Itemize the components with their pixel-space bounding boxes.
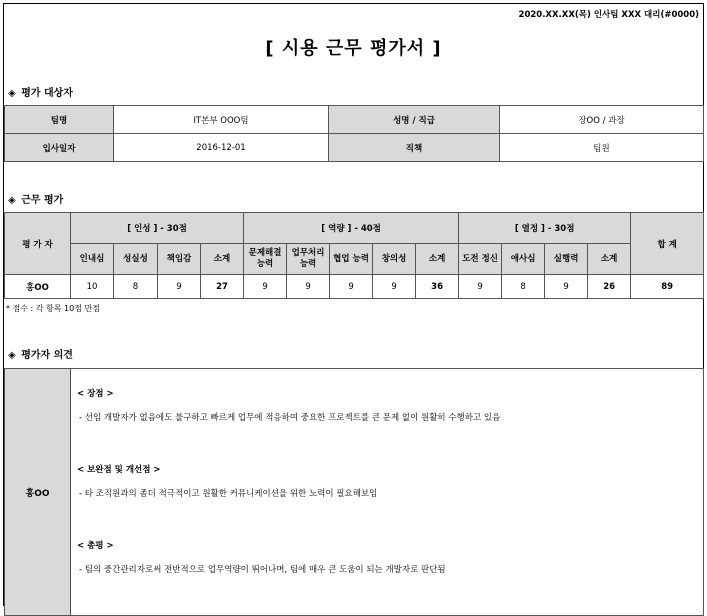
evaluation-score-table (4, 212, 704, 299)
table-row (5, 369, 704, 616)
evaluator-header: 평 가 자 (5, 213, 71, 275)
item-header: 협업 능력 (330, 244, 373, 275)
subtotal-cell: 26 (588, 275, 631, 299)
overall-heading: < 총평 > (77, 541, 114, 551)
section-eval-label: 근무 평가 (21, 195, 64, 206)
strength-text: - 선임 개발자가 없음에도 불구하고 빠르게 업무에 적응하여 중요한 프로젝트를 큰 문제 없이 원활히 수행하고 있음 (79, 413, 501, 423)
section-opinion-label: 평가자 의견 (21, 350, 73, 361)
improve-text: - 타 조직원과의 좀더 적극적이고 원활한 커뮤니케이션을 위한 노력이 필요해보임 (79, 489, 378, 499)
overall-text: - 팀의 중간관리자로써 전반적으로 업무역량이 뛰어나며, 팀에 매우 큰 도움이 되는 개발자로 판단됨 (79, 565, 446, 575)
opinion-evaluator: 홍OO (5, 369, 71, 616)
item-header: 업무처리 능력 (287, 244, 330, 275)
score-cell: 8 (502, 275, 545, 299)
name-value: 장OO / 과장 (500, 106, 704, 134)
item-header: 소계 (416, 244, 459, 275)
team-value: IT본부 OOO팀 (114, 106, 329, 134)
item-header: 문제해결 능력 (244, 244, 287, 275)
diamond-bullet-icon: ◈ (8, 350, 16, 361)
target-info-table (4, 105, 704, 162)
duty-label: 직책 (329, 134, 500, 162)
group-personality-header: [ 인성 ] - 30점 (71, 213, 244, 244)
score-cell: 8 (114, 275, 158, 299)
evaluator-name: 홍OO (5, 275, 71, 299)
item-header: 도전 정신 (459, 244, 502, 275)
diamond-bullet-icon: ◈ (8, 88, 16, 99)
score-cell: 10 (71, 275, 114, 299)
table-row (5, 244, 704, 275)
opinion-body (71, 369, 704, 616)
section-opinion-heading (8, 346, 73, 361)
score-cell: 9 (158, 275, 201, 299)
section-eval-heading (8, 191, 63, 206)
table-row (5, 106, 704, 134)
table-row (5, 134, 704, 162)
join-date-label: 입사일자 (5, 134, 114, 162)
subtotal-cell: 36 (416, 275, 459, 299)
item-header: 소계 (201, 244, 244, 275)
team-label: 팀명 (5, 106, 114, 134)
table-row (5, 275, 704, 299)
evaluation-document (3, 3, 704, 606)
score-cell: 9 (244, 275, 287, 299)
section-target-heading (8, 84, 73, 99)
group-passion-header: [ 열정 ] - 30점 (459, 213, 631, 244)
item-header: 책임감 (158, 244, 201, 275)
subtotal-cell: 27 (201, 275, 244, 299)
total-header: 합 계 (631, 213, 704, 275)
item-header: 창의성 (373, 244, 416, 275)
table-row (5, 213, 704, 244)
join-date-value: 2016-12-01 (114, 134, 329, 162)
page-title: [ 시용 근무 평가서 ] (265, 38, 442, 59)
score-note: * 점수 : 각 항목 10점 만점 (6, 304, 100, 313)
section-target-label: 평가 대상자 (21, 88, 73, 99)
score-cell: 9 (545, 275, 588, 299)
score-cell: 9 (330, 275, 373, 299)
item-header: 실행력 (545, 244, 588, 275)
item-header: 애사심 (502, 244, 545, 275)
name-label: 성명 / 직급 (329, 106, 500, 134)
improve-heading: < 보완점 및 개선점 > (77, 465, 161, 475)
header-meta: 2020.XX.XX(목) 인사팀 XXX 대리(#0000) (518, 10, 699, 20)
score-cell: 9 (287, 275, 330, 299)
item-header: 소계 (588, 244, 631, 275)
group-competency-header: [ 역량 ] - 40점 (244, 213, 459, 244)
score-cell: 9 (459, 275, 502, 299)
diamond-bullet-icon: ◈ (8, 195, 16, 206)
opinion-table (4, 368, 704, 616)
item-header: 성실성 (114, 244, 158, 275)
duty-value: 팀원 (500, 134, 704, 162)
total-cell: 89 (631, 275, 704, 299)
score-cell: 9 (373, 275, 416, 299)
item-header: 인내심 (71, 244, 114, 275)
strength-heading: < 장점 > (77, 389, 114, 399)
